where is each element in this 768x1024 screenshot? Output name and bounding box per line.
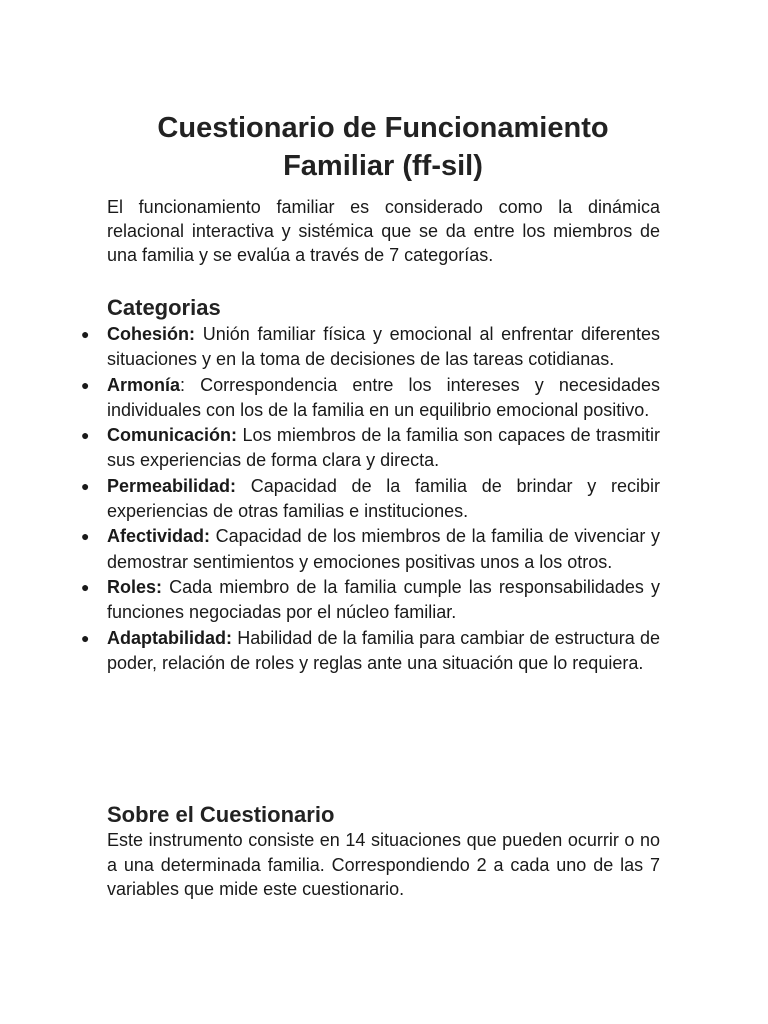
bullet-icon: ●: [81, 629, 90, 646]
category-description: Habilidad de la familia para cambiar de estructura de poder, relación de roles y reglas ante una situación que lo requiera.: [107, 627, 660, 673]
category-term: Cohesión:: [107, 324, 195, 344]
bullet-icon: ●: [81, 578, 90, 595]
category-item: [81, 626, 660, 677]
category-description: Cada miembro de la familia cumple las responsabilidades y funciones negociadas por el núcleo familiar.: [107, 576, 660, 623]
category-description: Capacidad de la familia de brindar y recibir experiencias de otras familias e instituciones.: [107, 475, 660, 522]
category-description: Unión familiar física y emocional al enfrentar diferentes situaciones y en la toma de decisiones de las tareas cotidianas.: [107, 324, 660, 370]
category-item: [81, 474, 660, 525]
about-heading: Sobre el Cuestionario: [107, 802, 335, 827]
category-item: [81, 373, 660, 424]
category-term: Roles:: [107, 576, 163, 597]
category-item: [81, 524, 660, 575]
bullet-icon: ●: [81, 528, 90, 545]
about-paragraph: Este instrumento consiste en 14 situaciones que pueden ocurrir o no a una determinada familia. Correspondiendo 2 a cada uno de las 7 variables que mide este cuestionario.: [107, 830, 660, 899]
category-item: [81, 575, 660, 626]
category-term: Permeabilidad:: [107, 475, 237, 496]
bullet-icon: ●: [81, 477, 90, 494]
bullet-icon: ●: [81, 376, 90, 393]
category-description: Los miembros de la familia son capaces de trasmitir sus experiencias de forma clara y directa.: [107, 425, 660, 471]
intro-paragraph: El funcionamiento familiar es considerado como la dinámica relacional interactiva y sistémica que se da entre los miembros de una familia y se evalúa a través de 7 categorías.: [107, 197, 660, 265]
category-item: [81, 322, 660, 373]
category-description: : Correspondencia entre los intereses y necesidades individuales con los de la familia en un equilibrio emocional positivo.: [107, 374, 660, 420]
categories-heading: Categorias: [107, 295, 221, 320]
categories-list: [81, 322, 660, 676]
category-description: Capacidad de los miembros de la familia de vivenciar y demostrar sentimientos y emociones positivas unos a los otros.: [107, 526, 660, 572]
bullet-icon: ●: [81, 427, 90, 444]
category-term: Adaptabilidad:: [107, 627, 232, 648]
document-title: Cuestionario de Funcionamiento Familiar (ff-sil): [157, 112, 609, 183]
category-term: Afectividad:: [107, 526, 211, 547]
category-term: Comunicación:: [107, 425, 238, 446]
category-item: [81, 423, 660, 474]
category-term: Armonía: [107, 374, 181, 395]
bullet-icon: ●: [81, 326, 90, 342]
